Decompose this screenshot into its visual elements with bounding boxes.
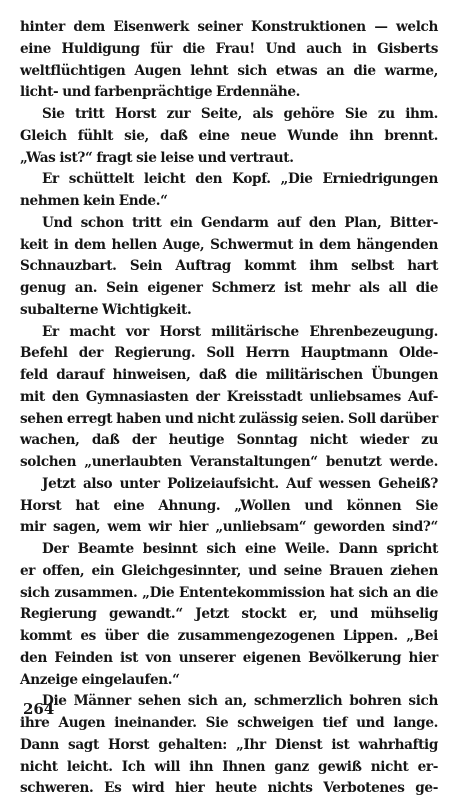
text-line: schweren. Es wird hier heute nichts Verbotenes ge- — [20, 780, 438, 797]
text-line: sehen erregt haben und nicht zulässig seien. Soll darüber — [20, 410, 438, 427]
text-line: mir sagen, wem wir hier „unliebsam“ geworden sind?“ — [20, 519, 438, 536]
text-line: Er schüttelt leicht den Kopf. „Die Erniedrigungen — [42, 171, 438, 188]
text-line: Horst hat eine Ahnung. „Wollen und können Sie — [20, 497, 438, 514]
text-line: Gleich fühlt sie, daß eine neue Wunde ihn brennt. — [20, 127, 438, 144]
text-line: Anzeige eingelaufen.“ — [20, 671, 180, 688]
text-line: genug an. Sein eigener Schmerz ist mehr als all die — [20, 280, 438, 296]
text-line: „Was ist?“ fragt sie leise und vertraut. — [20, 149, 294, 166]
text-line: sich zusammen. „Die Ententekommission hat sich an die — [20, 584, 438, 601]
text-line: Sie tritt Horst zur Seite, als gehöre Sie zu ihm. — [42, 106, 438, 122]
text-line: mit den Gymnasiasten der Kreisstadt unliebsames Auf- — [20, 388, 438, 405]
text-line: Regierung gewandt.“ Jetzt stockt er, und mühselig — [20, 606, 438, 623]
book-page — [20, 0, 438, 797]
text-line: eine Huldigung für die Frau! Und auch in Gisberts — [20, 40, 438, 57]
text-line: Schnauzbart. Sein Auftrag kommt ihm selbst hart — [20, 258, 438, 275]
text-line: hinter dem Eisenwerk seiner Konstruktionen — welch — [20, 19, 438, 35]
page-number: 264 — [23, 700, 55, 718]
body-text — [20, 17, 438, 800]
text-line: den Feinden ist von unserer eigenen Bevölkerung hier — [20, 649, 438, 666]
text-line: Dann sagt Horst gehalten: „Ihr Dienst ist wahrhaftig — [20, 736, 438, 753]
text-line: solchen „unerlaubten Veranstaltungen“ benutzt werde. — [20, 454, 438, 470]
text-line: Der Beamte besinnt sich eine Weile. Dann spricht — [42, 541, 438, 557]
text-line: Die Männer sehen sich an, schmerzlich bohren sich — [42, 693, 438, 710]
text-line: licht- und farbenprächtige Erdennähe. — [20, 84, 301, 101]
text-line: ihre Augen ineinander. Sie schweigen tief und lange. — [20, 715, 438, 731]
text-line: Und schon tritt ein Gendarm auf den Plan, Bitter- — [42, 214, 438, 231]
text-line: keit in dem hellen Auge, Schwermut in dem hängenden — [20, 236, 438, 253]
text-line: Er macht vor Horst militärische Ehrenbezeugung. — [42, 323, 438, 340]
text-line: Jetzt also unter Polizeiaufsicht. Auf wessen Geheiß? — [42, 475, 438, 492]
text-line: wachen, daß der heutige Sonntag nicht wieder zu — [20, 432, 438, 449]
text-line: kommt es über die zusammengezogenen Lippen. „Bei — [20, 628, 438, 644]
text-line: nehmen kein Ende.“ — [20, 193, 168, 209]
text-line: weltflüchtigen Augen lehnt sich etwas an die warme, — [20, 62, 438, 79]
text-line: nicht leicht. Ich will ihn Ihnen ganz gewiß nicht er- — [20, 758, 438, 775]
text-line: feld darauf hinweisen, daß die militärischen Übungen — [20, 367, 438, 383]
text-line: er offen, ein Gleichgesinnter, und seine Brauen ziehen — [20, 562, 438, 579]
text-line: Befehl der Regierung. Soll Herrn Hauptmann Olde- — [20, 345, 438, 362]
text-line: subalterne Wichtigkeit. — [20, 301, 192, 318]
